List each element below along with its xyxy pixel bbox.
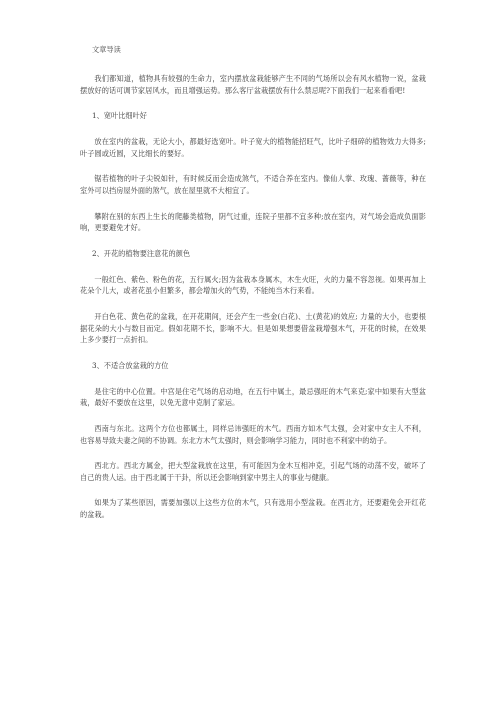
section-heading-2: 2、开花的植物要注意花的颜色: [92, 248, 191, 258]
section2-paragraph-1: 一般红色、紫色、粉色的花，五行属火;因为盆栽本身属木，木生火旺，火的力量不容忽视。如果再加上花朵个儿大，或者花虽小但繁多，都会增加火的气势，不能纯当木行来看。: [80, 274, 426, 296]
section3-paragraph-4: 如果为了某些原因，需要加强以上这些方位的木气，只有选用小型盆栽。在西北方，还要避免会开红花的盆栽。: [80, 498, 426, 519]
intro-label: 文章导读: [92, 45, 121, 54]
section3-paragraph-3: 西北方。西北方属金，把大型盆栽放在这里，有可能因为金木互相冲克，引起气场的动荡不安，破坏了自己的贵人运。由于西北属于干卦，所以还会影响到家中男主人的事业与健康。: [80, 461, 426, 482]
section-heading-3: 3、不适合放盆栽的方位: [92, 360, 169, 370]
section2-paragraph-2: 开白色花、黄色花的盆栽，在开花期间，还会产生一些金(白花)、土(黄花)的效应; 力量的大小，也要根据花朵的大小与数目而定。假如花期不长，影响不大。但是如果想要借盆栽增强木气，开花的时候，在效果上多少要打一点折扣。: [80, 311, 426, 345]
section1-paragraph-2: 锯若植物的叶子尖锐如针，有时候反而会造成煞气，不适合养在室内。像仙人掌、玫瑰、蔷薇等，种在室外可以挡房屋外面的煞气，放在屋里就不大相宜了。: [80, 174, 426, 195]
section3-paragraph-2: 西南与东北。这两个方位也都属土，同样忌讳强旺的木气。西南方如木气太强，会对家中女主人不利，也容易导致夫妻之间的不协调。东北方木气太强时，则会影响学习能力，同时也不利家中的幼子。: [80, 423, 426, 445]
section1-paragraph-3: 攀附在别的东西上生长的爬藤类植物，阴气过重，连院子里都不宜多种;放在室内，对气场会造成负面影响，更要避免才好。: [80, 211, 426, 233]
section-heading-1: 1、宽叶比细叶好: [92, 111, 147, 121]
intro-paragraph: 我们都知道，植物具有较强的生命力，室内摆放盆栽能够产生不同的气场所以会有风水植物一说，盆栽摆放好的话可调节家居风水，而且增强运势。那么客厅盆栽摆放有什么禁忌呢?下面我们一起来看看吧!: [80, 74, 426, 95]
article-body: [80, 44, 426, 534]
section3-paragraph-1: 是住宅的中心位置。中宫是住宅气场的启动地，在五行中属土，最忌强旺的木气来克;家中如果有大型盆栽，最好不要放在这里，以免无意中克制了家运。: [80, 386, 426, 408]
section1-paragraph-1: 放在室内的盆栽，无论大小，都最好选宽叶。叶子宽大的植物能招旺气，比叶子细碎的植物效力大得多;叶子圆或近圆，又比细长的要好。: [80, 137, 426, 158]
